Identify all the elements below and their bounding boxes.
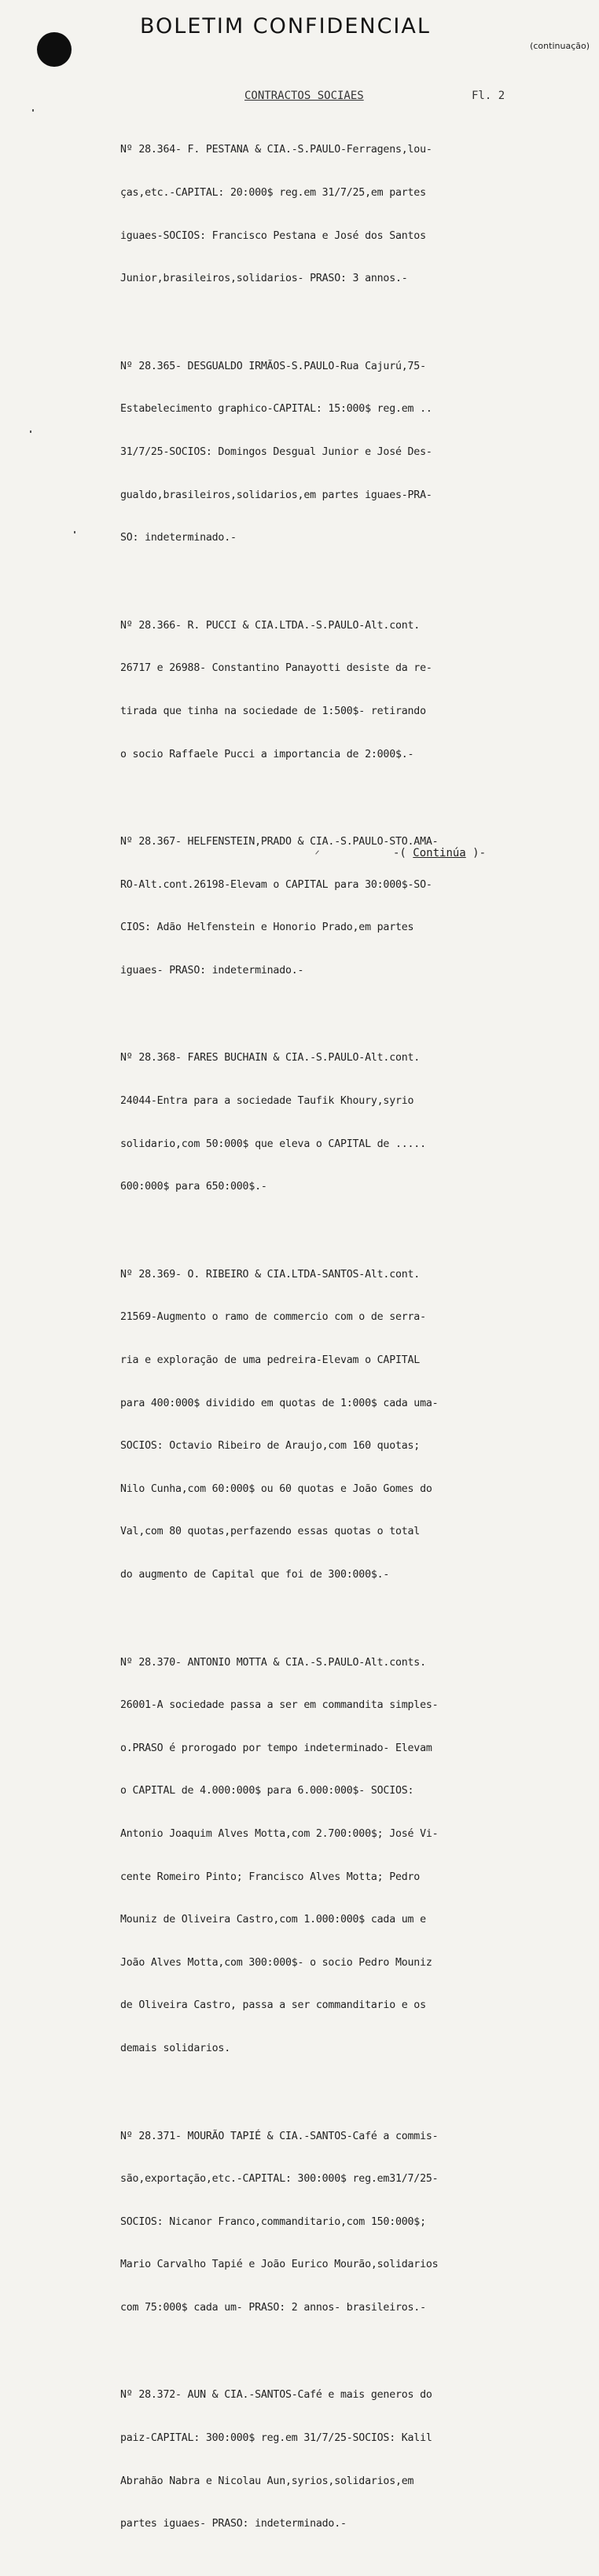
entry-line: paiz-CAPITAL: 300:000$ reg.em 31/7/25-SOCIOS: Kalil — [120, 2432, 432, 2445]
entry-line: 600:000$ para 650:000$.- — [120, 1181, 267, 1193]
entry-line: 24044-Entra para a sociedade Taufik Khoury,syrio — [120, 1095, 414, 1107]
entry-line: iguaes- PRASO: indeterminado.- — [120, 964, 304, 977]
contract-entry-28366 — [120, 590, 513, 790]
section-heading: CONTRACTOS SOCIAES — [244, 90, 364, 102]
entry-line: cente Romeiro Pinto; Francisco Alves Motta; Pedro — [120, 1871, 421, 1883]
entry-line: gualdo,brasileiros,solidarios,em partes iguaes-PRA- — [120, 489, 432, 501]
paper-speck — [32, 109, 34, 112]
entry-line: do augmento de Capital que foi de 300:000$.- — [120, 1569, 390, 1581]
entry-line: Abrahão Nabra e Nicolau Aun,syrios,solidarios,em — [120, 2475, 414, 2487]
entry-line: o socio Raffaele Pucci a importancia de 2:000$.- — [120, 748, 414, 760]
entry-line: Estabelecimento graphico-CAPITAL: 15:000$ reg.em .. — [120, 403, 432, 416]
continuation-note: (continuação) — [530, 41, 590, 51]
entry-line: o.PRASO é prorogado por tempo indeterminado- Elevam — [120, 1742, 432, 1754]
entry-line: ria e exploração de uma pedreira-Elevam o CAPITAL — [120, 1354, 421, 1366]
entry-line: Nilo Cunha,com 60:000$ ou 60 quotas e João Gomes do — [120, 1482, 432, 1495]
entry-line: demais solidarios. — [120, 2043, 230, 2054]
contract-entry-28365 — [120, 331, 513, 573]
entry-line: SOCIOS: Nicanor Franco,commanditario,com 150:000$; — [120, 2215, 426, 2228]
entry-line: Nº 28.368- FARES BUCHAIN & CIA.-S.PAULO-Alt.cont. — [120, 1052, 421, 1064]
entry-line: Nº 28.372- AUN & CIA.-SANTOS-Café e mais generos do — [120, 2389, 432, 2402]
paper-speck — [74, 531, 75, 533]
entry-line: Junior,brasileiros,solidarios- PRASO: 3 annos.- — [120, 273, 408, 285]
entry-line: com 75:000$ cada um- PRASO: 2 annos- brasileiros.- — [120, 2301, 426, 2314]
entry-line: Nº 28.367- HELFENSTEIN,PRADO & CIA.-S.PAULO-STO.AMA- — [120, 836, 439, 848]
contract-entry-28367 — [120, 807, 513, 1007]
entry-line: Nº 28.369- O. RIBEIRO & CIA.LTDA-SANTOS-Alt.cont. — [120, 1268, 421, 1281]
entry-line: João Alves Motta,com 300:000$- o socio Pedro Mouniz — [120, 1956, 432, 1969]
entry-line: 31/7/25-SOCIOS: Domingos Desgual Junior e José Des- — [120, 445, 432, 458]
document-title: BOLETIM CONFIDENCIAL — [140, 14, 431, 38]
entry-line: CIOS: Adão Helfenstein e Honorio Prado,em partes — [120, 922, 414, 934]
entry-line: Nº 28.365- DESGUALDO IRMÃOS-S.PAULO-Rua Cajurú,75- — [120, 360, 426, 372]
entry-line: 26001-A sociedade passa a ser em commandita simples- — [120, 1699, 439, 1712]
entry-line: são,exportação,etc.-CAPITAL: 300:000$ reg.em31/7/25- — [120, 2173, 439, 2186]
entry-line: de Oliveira Castro, passa a ser commanditario e os — [120, 1999, 426, 2012]
entry-line: iguaes-SOCIOS: Francisco Pestana e José dos Santos — [120, 229, 426, 242]
entry-line: para 400:000$ dividido em quotas de 1:000$ cada uma- — [120, 1397, 439, 1409]
entry-line: Mouniz de Oliveira Castro,com 1.000:000$ cada um e — [120, 1914, 426, 1926]
contract-entry-28371 — [120, 2101, 513, 2343]
contract-entry-28368 — [120, 1023, 513, 1223]
entry-line: Nº 28.370- ANTONIO MOTTA & CIA.-S.PAULO-Alt.conts. — [120, 1656, 426, 1669]
continues-label: Continúa — [413, 847, 466, 859]
page-number: Fl. 2 — [472, 90, 505, 102]
punch-hole — [37, 32, 72, 67]
entry-line: Nº 28.366- R. PUCCI & CIA.LTDA.-S.PAULO-Alt.cont. — [120, 619, 421, 632]
entry-line: ças,etc.-CAPITAL: 20:000$ reg.em 31/7/25,em partes — [120, 187, 426, 200]
entry-line: 21569-Augmento o ramo de commercio com o de serra- — [120, 1311, 426, 1324]
entry-line: SO: indeterminado.- — [120, 532, 237, 544]
entry-line: Nº 28.371- MOURÃO TAPIÉ & CIA.-SANTOS-Café a commis- — [120, 2130, 439, 2142]
continues-suffix: )- — [472, 847, 487, 859]
contract-entry-28369 — [120, 1239, 513, 1610]
entry-line: Nº 28.364- F. PESTANA & CIA.-S.PAULO-Ferragens,lou- — [120, 144, 432, 156]
entry-line: partes iguaes- PRASO: indeterminado.- — [120, 2518, 347, 2530]
entry-line: tirada que tinha na sociedade de 1:500$- retirando — [120, 705, 426, 717]
contract-entries — [120, 115, 513, 2576]
entry-line: Val,com 80 quotas,perfazendo essas quotas o total — [120, 1526, 421, 1538]
entry-line: SOCIOS: Octavio Ribeiro de Araujo,com 160 quotas; — [120, 1440, 421, 1453]
paper-speck — [30, 431, 31, 433]
entry-line: o CAPITAL de 4.000:000$ para 6.000:000$- SOCIOS: — [120, 1785, 414, 1797]
continues-marker — [393, 847, 486, 859]
continues-prefix: -( — [393, 847, 406, 859]
contract-entry-28364 — [120, 115, 513, 315]
contract-entry-28372 — [120, 2360, 513, 2560]
entry-line: RO-Alt.cont.26198-Elevam o CAPITAL para 30:000$-SO- — [120, 878, 432, 891]
contract-entry-28370 — [120, 1627, 513, 2085]
entry-line: Mario Carvalho Tapié e João Eurico Mourão,solidarios — [120, 2259, 439, 2271]
entry-line: solidario,com 50:000$ que eleva o CAPITAL de ..... — [120, 1138, 426, 1150]
entry-line: Antonio Joaquim Alves Motta,com 2.700:000$; José Vi- — [120, 1827, 439, 1840]
entry-line: 26717 e 26988- Constantino Panayotti desiste da re- — [120, 662, 432, 675]
